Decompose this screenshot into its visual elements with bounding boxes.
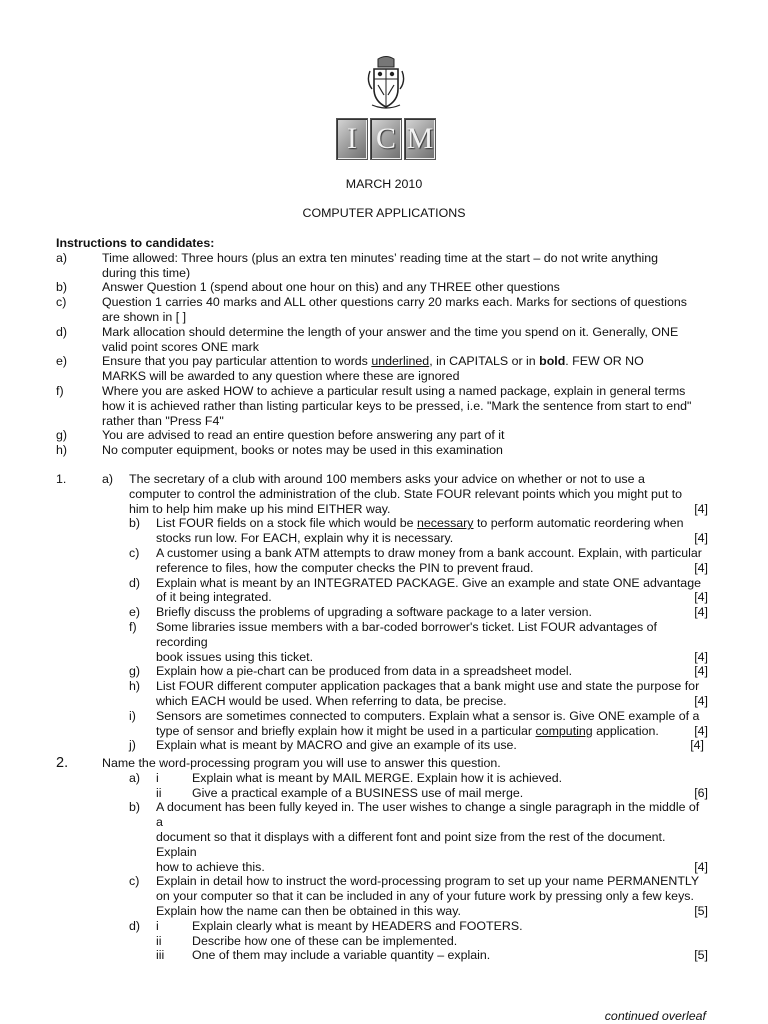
instruction-item <box>56 354 706 384</box>
instruction-item <box>56 384 706 428</box>
part-text: Give a practical example of a BUSINESS use of mail merge. <box>192 785 524 800</box>
subpart-label: ii <box>156 785 162 800</box>
marks: [4] <box>694 859 708 874</box>
subpart-label: i <box>156 918 159 933</box>
part-text: List FOUR different computer application packages that a bank might use and state the purpose for <box>156 679 700 694</box>
marks: [4] <box>694 664 708 679</box>
instruction-text: rather than "Press F4" <box>102 413 224 428</box>
instruction-text: Mark allocation should determine the length of your answer and the time you spend on it. Generally, ONE <box>102 324 679 339</box>
instruction-item <box>56 325 706 355</box>
icm-logo <box>336 55 436 161</box>
marks: [4] <box>694 649 708 664</box>
underlined-word: computing <box>535 723 593 738</box>
marks: [5] <box>694 903 708 918</box>
part-text: Explain what is meant by an INTEGRATED PACKAGE. Give an example and state ONE advantage <box>156 575 701 590</box>
bold-word: bold <box>539 354 566 369</box>
part-text: The secretary of a club with around 100 members asks your advice on whether or not to use a <box>129 472 645 486</box>
part-text: Briefly discuss the problems of upgrading a software package to a later version. <box>156 605 592 620</box>
instruction-label: h) <box>56 443 68 458</box>
question-part <box>129 679 708 709</box>
part-label: f) <box>129 619 137 634</box>
marks: [4] <box>694 693 708 708</box>
instruction-text: Question 1 carries 40 marks and ALL other questions carry 20 marks each. Marks for sections of questions <box>102 295 687 310</box>
part-label: j) <box>129 738 136 753</box>
question-part <box>129 771 708 786</box>
question-number: 2. <box>56 755 69 771</box>
part-text: which EACH would be used. When referring to data, be precise. <box>156 693 507 708</box>
instructions-title: Instructions to candidates: <box>56 236 215 250</box>
part-label: d) <box>129 918 141 933</box>
question-part <box>129 516 708 546</box>
part-text: how to achieve this. <box>156 859 265 874</box>
marks: [4] <box>694 560 708 575</box>
instruction-text: Time allowed: Three hours (plus an extra ten minutes’ reading time at the start – do not write anything <box>102 250 659 265</box>
part-text: Explain what is meant by MACRO and give an example of its use. <box>156 738 517 753</box>
question-part <box>129 576 708 606</box>
logo-letter-c: C <box>370 118 402 160</box>
instruction-label: d) <box>56 324 68 339</box>
marks: [6] <box>694 785 708 800</box>
instruction-text: are shown in [ ] <box>102 309 187 324</box>
continued-overleaf: continued overleaf <box>604 1009 706 1023</box>
subpart-label: iii <box>156 948 165 963</box>
part-label: e) <box>129 605 141 620</box>
part-label: b) <box>129 516 141 531</box>
part-text: List FOUR fields on a stock file which would be <box>156 516 418 531</box>
part-text: application. <box>592 723 659 738</box>
instruction-text: Answer Question 1 (spend about one hour on this) and any THREE other questions <box>102 280 560 295</box>
icm-letters <box>336 118 436 158</box>
instruction-text: valid point scores ONE mark <box>102 339 260 354</box>
question-subpart <box>156 948 708 963</box>
subpart-label: i <box>156 770 159 785</box>
instruction-item <box>56 280 706 295</box>
marks: [4] <box>694 723 708 738</box>
part-label: c) <box>129 545 140 560</box>
part-label: h) <box>129 679 141 694</box>
question-part <box>129 800 708 874</box>
question-part <box>129 620 708 664</box>
instruction-text: . FEW OR NO <box>565 354 644 369</box>
instruction-item <box>56 428 706 443</box>
exam-date: MARCH 2010 <box>345 177 423 191</box>
instruction-label: f) <box>56 383 64 398</box>
part-text: of it being integrated. <box>156 590 272 605</box>
part-label: a) <box>102 472 114 486</box>
instruction-text: You are advised to read an entire question before answering any part of it <box>102 428 505 443</box>
part-text: reference to files, how the computer checks the PIN to prevent fraud. <box>156 560 534 575</box>
question-number: 1. <box>56 472 67 486</box>
instruction-text: Where you are asked HOW to achieve a particular result using a named package, explain in general terms <box>102 383 686 398</box>
question-intro-text: Name the word-processing program you will use to answer this question. <box>102 756 501 770</box>
instruction-text: how it is achieved rather than listing particular keys to be pressed, i.e. "Mark the sentence from start to end" <box>102 398 692 413</box>
question-intro <box>56 756 708 771</box>
question-part <box>129 738 708 753</box>
question-subpart <box>156 786 708 801</box>
part-label: g) <box>129 664 141 679</box>
part-label: d) <box>129 575 141 590</box>
part-text: Explain in detail how to instruct the word-processing program to set up your name PERMANENTLY <box>156 874 700 889</box>
part-text: A customer using a bank ATM attempts to draw money from a bank account. Explain, with particular <box>156 545 702 560</box>
exam-subject: COMPUTER APPLICATIONS <box>302 206 466 220</box>
crest-icon <box>366 55 406 111</box>
question-part <box>129 874 708 918</box>
instruction-text: No computer equipment, books or notes may be used in this examination <box>102 443 503 458</box>
question-part <box>129 546 708 576</box>
instruction-text: MARKS will be awarded to any question where these are ignored <box>102 369 460 384</box>
part-text: book issues using this ticket. <box>156 649 314 664</box>
part-label: i) <box>129 708 136 723</box>
marks: [4] <box>690 738 704 753</box>
part-text: Explain how a pie-chart can be produced from data in a spreadsheet model. <box>156 664 573 679</box>
part-label: a) <box>129 770 141 785</box>
part-label: c) <box>129 874 140 889</box>
part-text: Explain what is meant by MAIL MERGE. Explain how it is achieved. <box>192 770 563 785</box>
instructions <box>56 236 706 458</box>
marks: [5] <box>694 948 708 963</box>
question-1 <box>56 472 708 753</box>
marks: [4] <box>694 590 708 605</box>
instruction-item <box>56 443 706 458</box>
question-part <box>129 919 708 934</box>
part-text: document so that it displays with a different font and point size from the rest of the document. Explain <box>156 829 666 859</box>
part-text: him to help him make up his mind EITHER way. <box>129 501 391 516</box>
marks: [4] <box>694 531 708 546</box>
subpart-label: ii <box>156 933 162 948</box>
part-text: Explain clearly what is meant by HEADERS and FOOTERS. <box>192 918 523 933</box>
question-part <box>129 709 708 739</box>
instruction-text: , in CAPITALS or in <box>429 354 540 369</box>
underlined-word: necessary <box>417 516 474 531</box>
question-part <box>56 472 708 516</box>
question-part <box>129 664 708 679</box>
part-label: b) <box>129 800 141 815</box>
instruction-text: Ensure that you pay particular attention to words <box>102 354 372 369</box>
part-text: stocks run low. For EACH, explain why it is necessary. <box>156 531 454 546</box>
part-text: type of sensor and briefly explain how it might be used in a particular <box>156 723 536 738</box>
part-text: Describe how one of these can be implemented. <box>192 933 458 948</box>
marks: [4] <box>694 605 708 620</box>
instruction-text: during this time) <box>102 265 191 280</box>
underlined-word: underlined <box>371 354 430 369</box>
part-text: on your computer so that it can be included in any of your future work by pressing only a few keys. <box>156 889 694 904</box>
question-part <box>129 605 708 620</box>
question-subpart <box>156 934 708 949</box>
instruction-item <box>56 251 706 281</box>
part-text: Explain how the name can then be obtained in this way. <box>156 903 461 918</box>
logo-letter-i: I <box>336 118 368 160</box>
part-text: to perform automatic reordering when <box>473 516 684 531</box>
instruction-label: g) <box>56 428 68 443</box>
part-text: computer to control the administration of the club. State FOUR relevant points which you might put to <box>129 486 683 501</box>
part-text: Sensors are sometimes connected to computers. Explain what a sensor is. Give ONE example of a <box>156 708 700 723</box>
part-text: A document has been fully keyed in. The user wishes to change a single paragraph in the middle of a <box>156 800 700 830</box>
instruction-item <box>56 295 706 325</box>
marks: [4] <box>694 501 708 516</box>
logo-letter-m: M <box>404 118 436 160</box>
instruction-label: a) <box>56 250 68 265</box>
part-text: Some libraries issue members with a bar-coded borrower's ticket. List FOUR advantages of recording <box>156 619 657 649</box>
part-text: One of them may include a variable quantity – explain. <box>192 948 491 963</box>
instruction-label: e) <box>56 354 68 369</box>
question-2 <box>56 756 708 963</box>
instruction-label: b) <box>56 280 68 295</box>
instruction-label: c) <box>56 295 67 310</box>
